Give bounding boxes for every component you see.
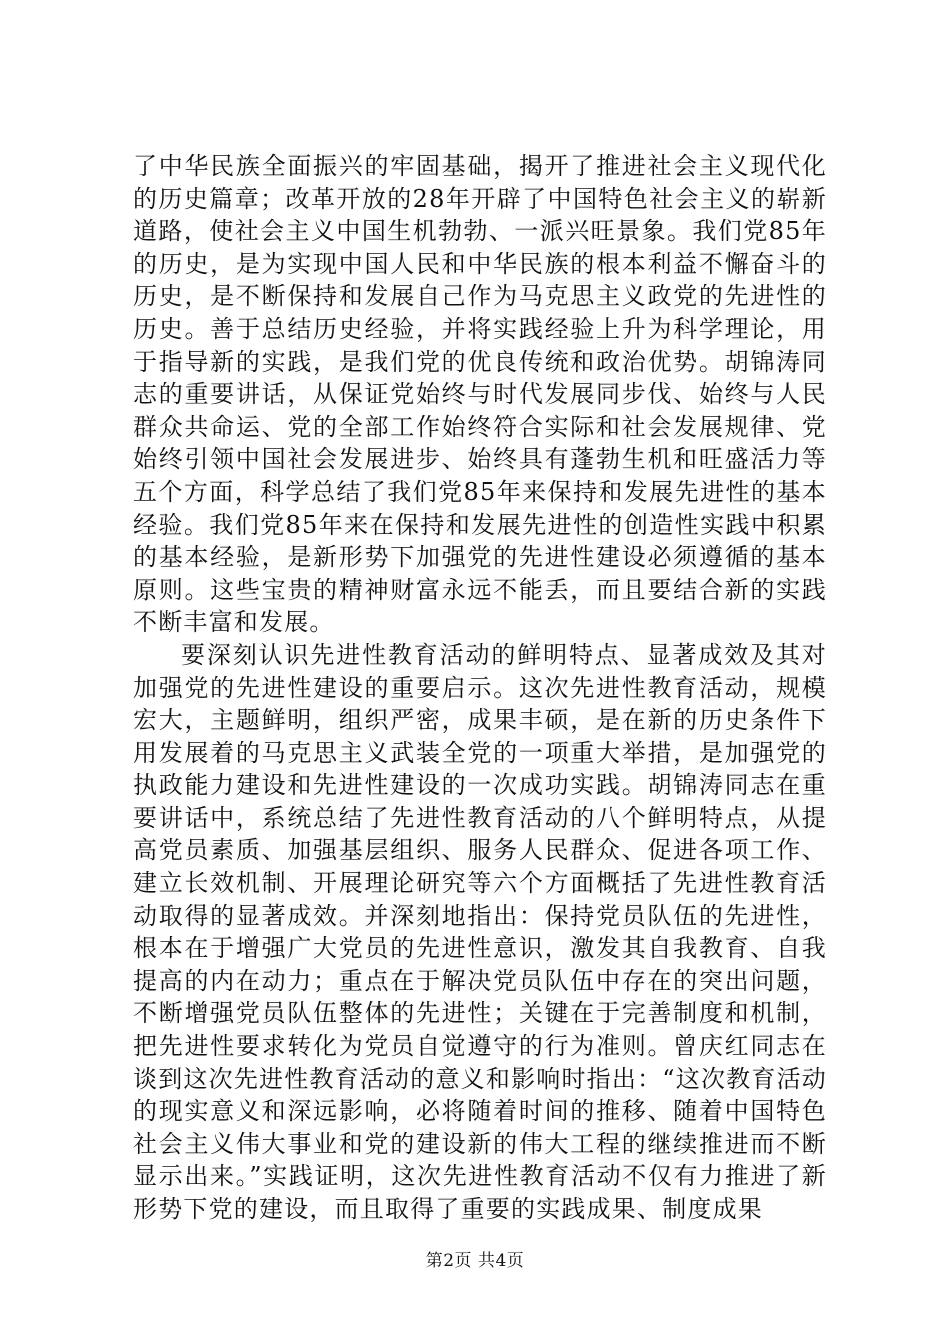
paragraph-1: 了中华民族全面振兴的牢固基础，揭开了推进社会主义现代化的历史篇章；改革开放的28年开辟了中国特色社会主义的崭新道路，使社会主义中国生机勃勃、一派兴旺景象。我们党85年的历史，是为实现中国人民和中华民族的根本利益不懈奋斗的历史，是不断保持和发展自己作为马克思主义政党的先进性的历史。善于总结历史经验，并将实践经验上升为科学理论，用于指导新的实践，是我们党的优良传统和政治优势。胡锦涛同志的重要讲话，从保证党始终与时代发展同步伐、始终与人民群众共命运、党的全部工作始终符合实际和社会发展规律、党始终引领中国社会发展进步、始终具有蓬勃生机和旺盛活力等五个方面，科学总结了我们党85年来保持和发展先进性的基本经验。我们党85年来在保持和发展先进性的创造性实践中积累的基本经验，是新形势下加强党的先进性建设必须遵循的基本原则。这些宝贵的精神财富永远不能丢，而且要结合新的实践不断丰富和发展。	[133, 152, 827, 637]
page-footer: 第2页 共4页	[425, 1251, 525, 1271]
paragraph-2: 要深刻认识先进性教育活动的鲜明特点、显著成效及其对加强党的先进性建设的重要启示。这次先进性教育活动，规模宏大，主题鲜明，组织严密，成果丰硕，是在新的历史条件下用发展着的马克思主义武装全党的一项重大举措，是加强党的执政能力建设和先进性建设的一次成功实践。胡锦涛同志在重要讲话中，系统总结了先进性教育活动的八个鲜明特点，从提高党员素质、加强基层组织、服务人民群众、促进各项工作、建立长效机制、开展理论研究等六个方面概括了先进性教育活动取得的显著成效。并深刻地指出：保持党员队伍的先进性，根本在于增强广大党员的先进性意识，激发其自我教育、自我提高的内在动力；重点在于解决党员队伍中存在的突出问题，不断增强党员队伍整体的先进性；关键在于完善制度和机制，把先进性要求转化为党员自觉遵守的行为准则。曾庆红同志在谈到这次先进性教育活动的意义和影响时指出：“这次教育活动的现实意义和深远影响，必将随着时间的推移、随着中国特色社会主义伟大事业和党的建设新的伟大工程的继续推进而不断显示出来。”实践证明，这次先进性教育活动不仅有力推进了新形势下党的建设，而且取得了重要的实践成果、制度成果	[133, 640, 827, 1223]
document-body	[133, 150, 827, 1226]
